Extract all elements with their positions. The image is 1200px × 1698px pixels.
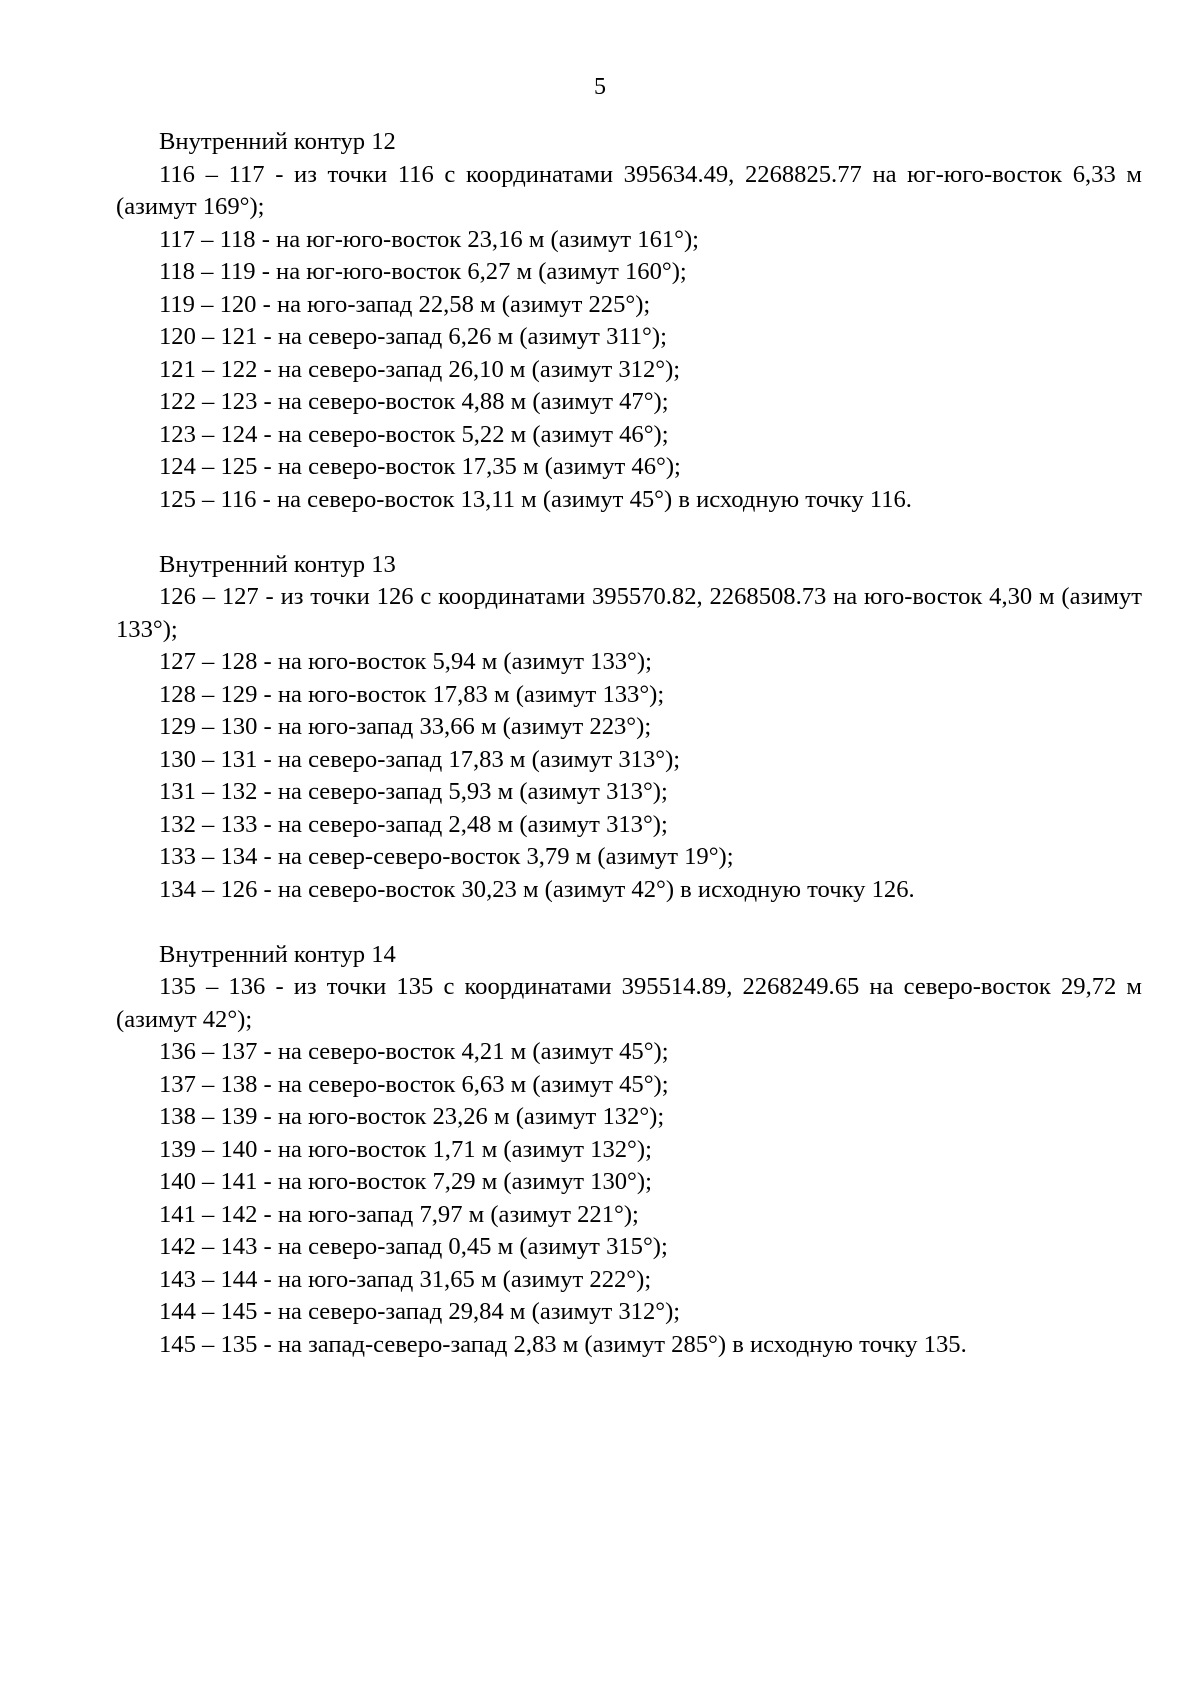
boundary-line: 118 – 119 - на юг-юго-восток 6,27 м (азимут 160°);	[159, 258, 687, 285]
boundary-line: 138 – 139 - на юго-восток 23,26 м (азимут 132°);	[159, 1103, 665, 1130]
boundary-line: 128 – 129 - на юго-восток 17,83 м (азимут 133°);	[159, 680, 665, 708]
boundary-line: 116 – 117 - из точки 116 с координатами 395634.49, 2268825.77 на юг-юго-восток 6,33 м (азимут 169°);	[116, 160, 1142, 220]
boundary-line: 141 – 142 - на юго-запад 7,97 м (азимут 221°);	[159, 1200, 639, 1228]
boundary-line: 119 – 120 - на юго-запад 22,58 м (азимут 225°);	[159, 290, 651, 318]
boundary-line: 126 – 127 - из точки 126 с координатами 395570.82, 2268508.73 на юго-восток 4,30 м (азимут 133°);	[116, 583, 1142, 643]
page-number: 5	[594, 74, 606, 100]
contour-section	[116, 549, 1142, 907]
boundary-line: 121 – 122 - на северо-запад 26,10 м (азимут 312°);	[159, 355, 681, 383]
document-body	[116, 126, 1142, 1361]
boundary-line: 129 – 130 - на юго-запад 33,66 м (азимут 223°);	[159, 713, 652, 740]
boundary-line: 145 – 135 - на запад-северо-запад 2,83 м (азимут 285°) в исходную точку 135.	[159, 1330, 967, 1358]
contour-section	[116, 126, 1142, 516]
boundary-line: 124 – 125 - на северо-восток 17,35 м (азимут 46°);	[159, 453, 681, 480]
boundary-line: 132 – 133 - на северо-запад 2,48 м (азимут 313°);	[159, 810, 668, 838]
boundary-line: 127 – 128 - на юго-восток 5,94 м (азимут 133°);	[159, 648, 652, 675]
boundary-line: 120 – 121 - на северо-запад 6,26 м (азимут 311°);	[159, 323, 667, 350]
boundary-line: 133 – 134 - на север-северо-восток 3,79 м (азимут 19°);	[159, 843, 734, 870]
boundary-line: 131 – 132 - на северо-запад 5,93 м (азимут 313°);	[159, 778, 668, 805]
boundary-line: 142 – 143 - на северо-запад 0,45 м (азимут 315°);	[159, 1233, 668, 1260]
boundary-line: 136 – 137 - на северо-восток 4,21 м (азимут 45°);	[159, 1038, 669, 1065]
boundary-line: 137 – 138 - на северо-восток 6,63 м (азимут 45°);	[159, 1070, 669, 1098]
boundary-line: 143 – 144 - на юго-запад 31,65 м (азимут 222°);	[159, 1265, 652, 1293]
boundary-line: 122 – 123 - на северо-восток 4,88 м (азимут 47°);	[159, 388, 669, 415]
boundary-line: 134 – 126 - на северо-восток 30,23 м (азимут 42°) в исходную точку 126.	[159, 875, 915, 903]
contour-heading: Внутренний контур 13	[159, 550, 396, 578]
boundary-line: 125 – 116 - на северо-восток 13,11 м (азимут 45°) в исходную точку 116.	[159, 485, 912, 513]
boundary-line: 144 – 145 - на северо-запад 29,84 м (азимут 312°);	[159, 1298, 681, 1325]
boundary-line: 139 – 140 - на юго-восток 1,71 м (азимут 132°);	[159, 1135, 652, 1163]
contour-heading: Внутренний контур 12	[159, 128, 396, 155]
boundary-line: 117 – 118 - на юг-юго-восток 23,16 м (азимут 161°);	[159, 225, 700, 253]
boundary-line: 123 – 124 - на северо-восток 5,22 м (азимут 46°);	[159, 420, 669, 448]
boundary-line: 130 – 131 - на северо-запад 17,83 м (азимут 313°);	[159, 745, 681, 773]
contour-heading: Внутренний контур 14	[159, 940, 396, 968]
contour-section	[116, 939, 1142, 1362]
boundary-line: 135 – 136 - из точки 135 с координатами 395514.89, 2268249.65 на северо-восток 29,72 м (азимут 42°);	[116, 973, 1142, 1033]
boundary-line: 140 – 141 - на юго-восток 7,29 м (азимут 130°);	[159, 1168, 652, 1195]
